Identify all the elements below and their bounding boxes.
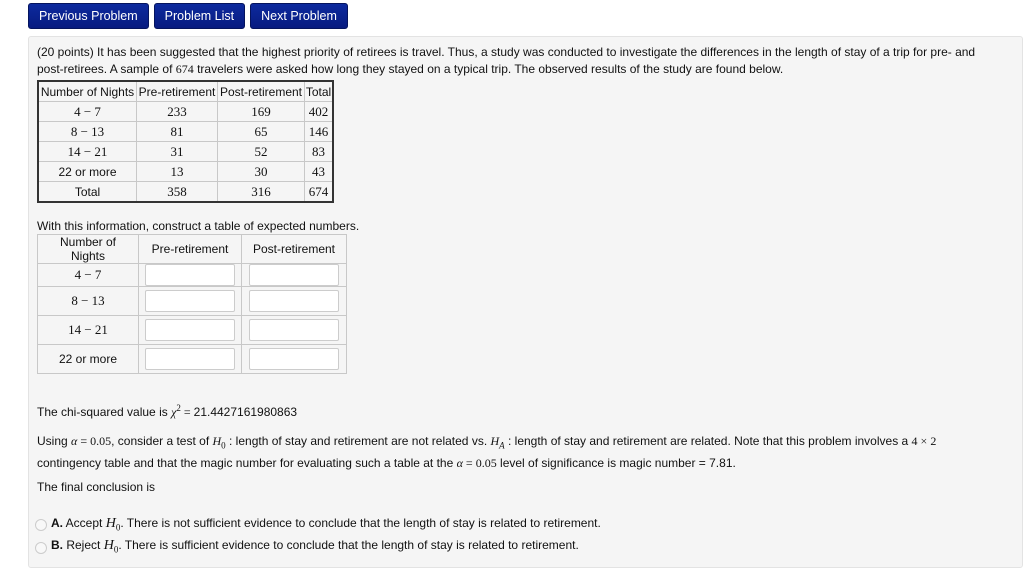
table-cell: 65	[218, 122, 305, 142]
table-row	[38, 102, 333, 122]
sample-size: 674	[175, 62, 194, 76]
input-cell	[139, 316, 242, 345]
table-cell: 316	[218, 182, 305, 203]
conclusion-prompt: The final conclusion is	[37, 480, 156, 494]
text: Using	[37, 434, 72, 448]
table-cell: 83	[305, 142, 334, 162]
subscript: 0	[113, 544, 119, 555]
table-cell: 14 − 21	[38, 142, 137, 162]
expected-post-retirement-input[interactable]	[249, 348, 339, 370]
radio-button[interactable]	[35, 519, 47, 531]
table-row	[38, 182, 333, 203]
option-text: . There is not sufficient evidence to conclude that the length of stay is related to retirement.	[120, 516, 601, 530]
alpha-value: 0.05	[90, 434, 112, 448]
intro-text: (20 points) It has been suggested that the highest priority of retirees is travel. Thus, a study was conducted to investigate the differences in the length of stay of a trip for pre- and	[37, 45, 976, 59]
table-cell: 31	[137, 142, 218, 162]
next-problem-button[interactable]: Next Problem	[250, 3, 348, 29]
problem-nav	[28, 3, 348, 29]
input-cell	[242, 316, 347, 345]
option-letter: A.	[51, 516, 63, 530]
table-row	[38, 287, 347, 316]
text: level of significance is magic number = 7.81.	[496, 456, 736, 471]
row-label: 8 − 13	[38, 287, 139, 316]
chi-exponent: 2	[176, 403, 181, 413]
table-cell: Total	[38, 182, 137, 203]
row-label: 4 − 7	[38, 264, 139, 287]
subscript: 0	[115, 522, 121, 533]
header-cell: Number of Nights	[38, 81, 137, 102]
table-cell: 146	[305, 122, 334, 142]
input-cell	[139, 287, 242, 316]
header-cell: Number of Nights	[38, 235, 139, 264]
table-cell: 4 − 7	[38, 102, 137, 122]
header-cell: Post-retirement	[242, 235, 347, 264]
equals: =	[77, 434, 91, 448]
table-row	[38, 122, 333, 142]
table-cell: 402	[305, 102, 334, 122]
table-row	[38, 316, 347, 345]
ha-symbol: H	[490, 434, 500, 448]
table-cell: 52	[218, 142, 305, 162]
text: , consider a test of	[111, 434, 213, 448]
text: contingency table and that the magic number for evaluating such a table at the	[37, 456, 457, 471]
table-cell: 8 − 13	[38, 122, 137, 142]
text: : length of stay and retirement are related. Note that this problem involves a	[504, 434, 912, 448]
table-dims: 4 × 2	[911, 434, 937, 448]
chi-value: 21.4427161980863	[193, 405, 298, 419]
subscript: 0	[221, 440, 226, 451]
equals: =	[180, 405, 194, 419]
observed-table	[37, 80, 334, 203]
intro-text: travelers were asked how long they stayed on a typical trip. The observed results of the study are found below.	[193, 62, 784, 76]
expected-pre-retirement-input[interactable]	[145, 264, 235, 286]
table-cell: 43	[305, 162, 334, 182]
input-cell	[139, 345, 242, 374]
expected-table	[37, 234, 347, 374]
option-verb: Accept	[63, 516, 106, 530]
radio-button[interactable]	[35, 542, 47, 554]
expected-pre-retirement-input[interactable]	[145, 319, 235, 341]
equals: =	[462, 456, 476, 471]
option-text: . There is sufficient evidence to conclude that the length of stay is related to retirement.	[118, 538, 579, 553]
expected-post-retirement-input[interactable]	[249, 290, 339, 312]
text: : length of stay and retirement are not related vs.	[225, 434, 491, 448]
expected-pre-retirement-input[interactable]	[145, 348, 235, 370]
input-cell	[242, 345, 347, 374]
expected-post-retirement-input[interactable]	[249, 319, 339, 341]
option-b[interactable]	[35, 536, 601, 558]
header-cell: Pre-retirement	[139, 235, 242, 264]
chi-symbol: χ	[171, 405, 177, 419]
chi-label: The chi-squared value is	[37, 405, 172, 419]
table-cell: 22 or more	[38, 162, 137, 182]
h0-symbol: H	[103, 538, 114, 554]
option-a[interactable]	[35, 514, 601, 536]
hypothesis-statement	[37, 432, 1012, 472]
row-label: 22 or more	[38, 345, 139, 374]
input-cell	[242, 264, 347, 287]
h0-symbol: H	[105, 516, 116, 531]
header-cell: Pre-retirement	[137, 81, 218, 102]
problem-panel	[28, 36, 1023, 568]
row-label: 14 − 21	[38, 316, 139, 345]
expected-post-retirement-input[interactable]	[249, 264, 339, 286]
table-cell: 169	[218, 102, 305, 122]
input-cell	[242, 287, 347, 316]
alpha-value: 0.05	[475, 456, 497, 471]
problem-list-button[interactable]: Problem List	[154, 3, 245, 29]
table-cell: 13	[137, 162, 218, 182]
alpha: α	[456, 456, 463, 471]
expected-pre-retirement-input[interactable]	[145, 290, 235, 312]
table-cell: 30	[218, 162, 305, 182]
conclusion-options	[35, 514, 601, 559]
table-row	[38, 162, 333, 182]
table-row	[38, 142, 333, 162]
input-cell	[139, 264, 242, 287]
header-cell: Post-retirement	[218, 81, 305, 102]
previous-problem-button[interactable]: Previous Problem	[28, 3, 149, 29]
subscript: A	[499, 440, 505, 451]
chi-squared-statement	[37, 403, 297, 420]
table-cell: 674	[305, 182, 334, 203]
problem-intro	[37, 44, 975, 78]
table-cell: 358	[137, 182, 218, 203]
h0-symbol: H	[212, 434, 222, 448]
expected-prompt: With this information, construct a table of expected numbers.	[37, 219, 360, 233]
alpha: α	[71, 434, 78, 448]
table-row	[38, 345, 347, 374]
table-cell: 233	[137, 102, 218, 122]
header-cell: Total	[305, 81, 334, 102]
table-row	[38, 264, 347, 287]
intro-text: post-retirees. A sample of	[37, 62, 176, 76]
table-cell: 81	[137, 122, 218, 142]
option-letter: B.	[51, 538, 63, 553]
option-verb: Reject	[63, 538, 104, 553]
